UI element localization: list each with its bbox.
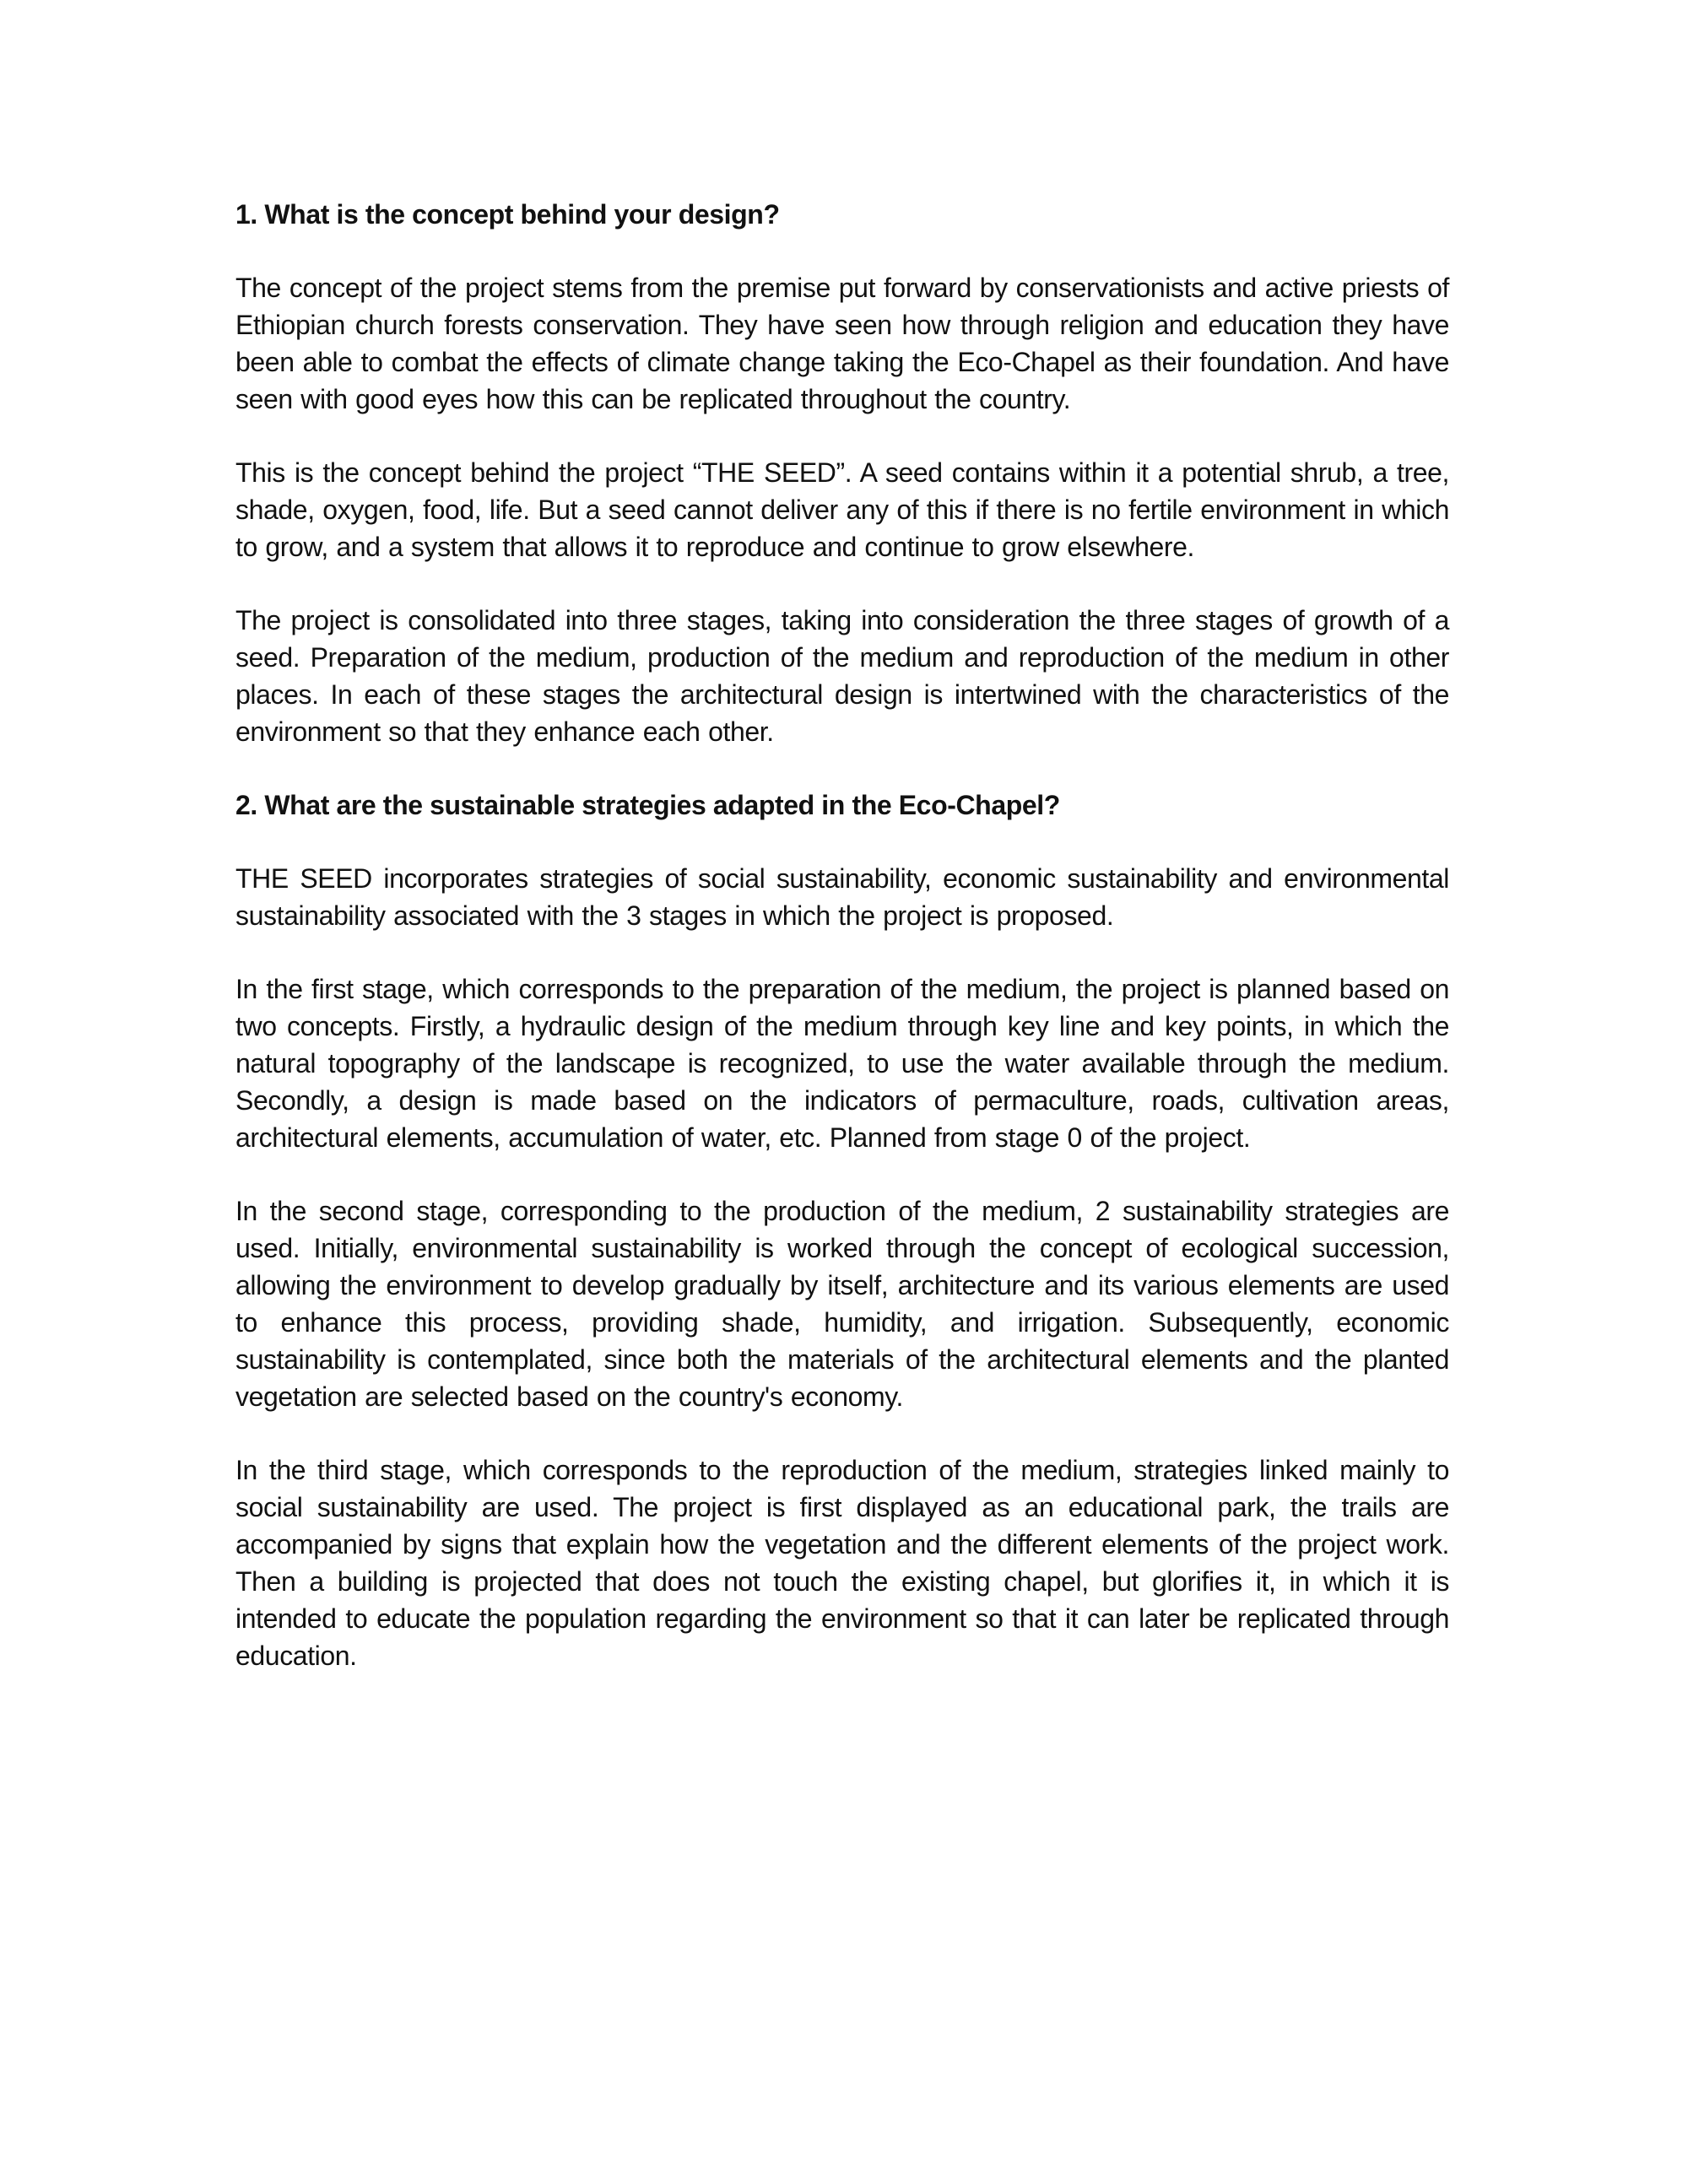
concept-paragraph-1: The concept of the project stems from the premise put forward by conservationists and active priests of Ethiopian church forests conservation. They have seen how through religion and education they have been able to combat the effects of climate change taking the Eco-Chapel as their foundation. And have seen with good eyes how this can be replicated throughout the country. bbox=[235, 273, 1449, 414]
strategy-paragraph-4: In the third stage, which corresponds to the reproduction of the medium, strategies linked mainly to social sustainability are used. The project is first displayed as an educational park, the trails are accompanied by signs that explain how the vegetation and the different elements of the project work. Then a building is projected that does not touch the existing chapel, but glorifies it, in which it is intended to educate the population regarding the environment so that it can later be replicated through education. bbox=[235, 1455, 1449, 1671]
document-page bbox=[235, 196, 1449, 1711]
strategy-paragraph-2: In the first stage, which corresponds to the preparation of the medium, the project is planned based on two concepts. Firstly, a hydraulic design of the medium through key line and key points, in which the natural topography of the landscape is recognized, to use the water available through the medium. Secondly, a design is made based on the indicators of permaculture, roads, cultivation areas, architectural elements, accumulation of water, etc. Planned from stage 0 of the project. bbox=[235, 974, 1449, 1153]
concept-paragraph-2: This is the concept behind the project “THE SEED”. A seed contains within it a potential shrub, a tree, shade, oxygen, food, life. But a seed cannot deliver any of this if there is no fertile environment in which to grow, and a system that allows it to reproduce and continue to grow elsewhere. bbox=[235, 457, 1449, 562]
concept-paragraph-3: The project is consolidated into three stages, taking into consideration the three stages of growth of a seed. Preparation of the medium, production of the medium and reproduction of the medium in other places. In each of these stages the architectural design is intertwined with the characteristics of the environment so that they enhance each other. bbox=[235, 605, 1449, 747]
question-heading-2: 2. What are the sustainable strategies adapted in the Eco-Chapel? bbox=[235, 790, 1060, 820]
strategy-paragraph-3: In the second stage, corresponding to the production of the medium, 2 sustainability strategies are used. Initially, environmental sustainability is worked through the concept of ecological succession, allowing the environment to develop gradually by itself, architecture and its various elements are used to enhance this process, providing shade, humidity, and irrigation. Subsequently, economic sustainability is contemplated, since both the materials of the architectural elements and the planted vegetation are selected based on the country's economy. bbox=[235, 1196, 1449, 1412]
strategy-paragraph-1: THE SEED incorporates strategies of social sustainability, economic sustainability and environmental sustainability associated with the 3 stages in which the project is proposed. bbox=[235, 863, 1449, 931]
question-heading-1: 1. What is the concept behind your design? bbox=[235, 199, 780, 230]
